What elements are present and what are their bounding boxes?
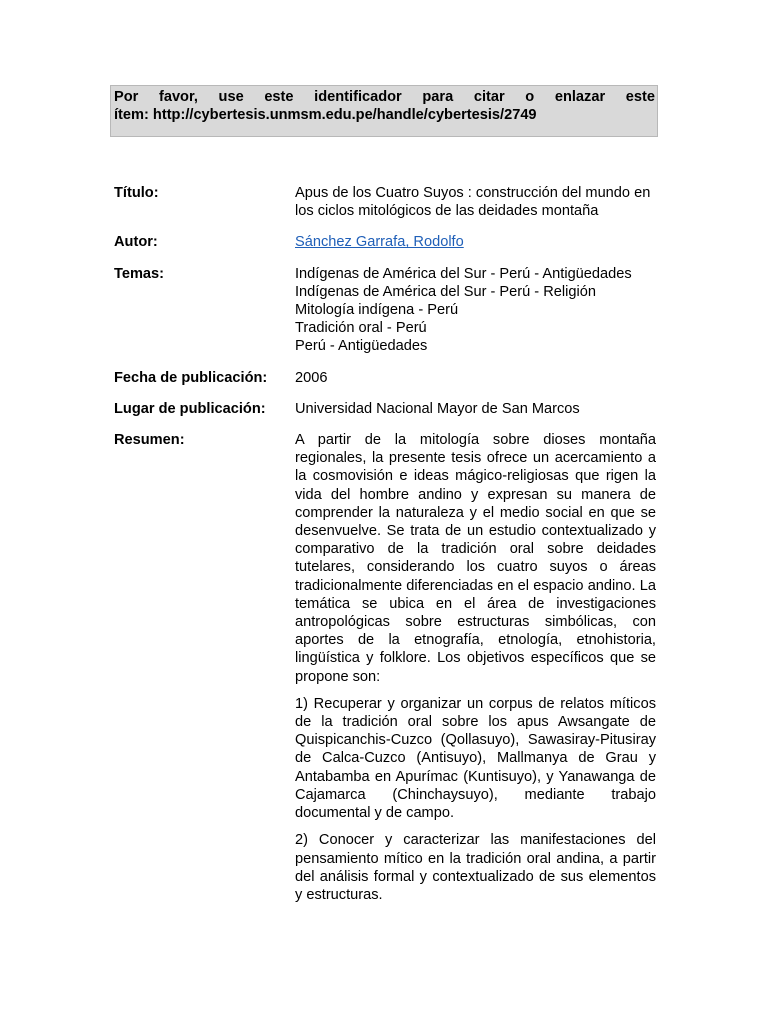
title-row [114,184,656,220]
abstract-paragraph: 2) Conocer y caracterizar las manifestaciones del pensamiento mítico en la tradición oral andina, a partir del análisis formal y contextualizado de sus elementos y estructuras. [295,832,656,903]
subject-item: Indígenas de América del Sur - Perú - Antigüedades [295,265,632,282]
citation-text-line1: Por favor, use este identificador para citar o enlazar este [114,89,655,105]
subjects-list [295,265,656,356]
place-row [114,400,656,418]
title-value: Apus de los Cuatro Suyos : construcción del mundo en los ciclos mitológicos de las deidades montaña [295,185,651,220]
subject-item: Mitología indígena - Perú [295,302,459,319]
abstract-label: Resumen: [114,432,185,449]
date-value: 2006 [295,369,328,386]
record-metadata [114,184,656,926]
place-value: Universidad Nacional Mayor de San Marcos [295,400,580,417]
date-label: Fecha de publicación: [114,369,268,386]
author-link[interactable]: Sánchez Garrafa, Rodolfo [295,234,464,251]
title-label: Título: [114,185,159,201]
subjects-label: Temas: [114,265,165,282]
abstract-body [295,431,656,913]
citation-text-line2: ítem: http://cybertesis.unmsm.edu.pe/handle/cybertesis/2749 [114,107,537,124]
place-label: Lugar de publicación: [114,400,266,417]
subject-item: Indígenas de América del Sur - Perú - Religión [295,283,596,300]
abstract-paragraph: 1) Recuperar y organizar un corpus de relatos míticos de la tradición oral sobre los apus Awsangate de Quispicanchis-Cuzco (Qollasuyo), Sawasiray-Pitusiray de Calca-Cuzco (Antisuyo), Mallmanya de Grau y Antabamba en Apurímac (Kuntisuyo), y Yanawanga de Cajamarca (Chinchaysuyo), mediante trabajo documental y de campo. [295,695,656,822]
subject-item: Tradición oral - Perú [295,320,427,337]
author-row [114,233,656,251]
date-row [114,369,656,387]
author-label: Autor: [114,234,158,251]
subjects-row [114,265,656,356]
abstract-paragraph: A partir de la mitología sobre dioses montaña regionales, la presente tesis ofrece un acercamiento a la cosmovisión e ideas mágico-religiosas que rigen la vida del hombre andino y expresan su manera de comprender la naturaleza y el medio social en que se desenvuelve. Se trata de un estudio contextualizado y comparativo de la tradición oral sobre deidades tutelares, considerando los cuatro suyos o áreas tradicionalmente diferenciadas en el espacio andino. La temática se ubica en el área de investigaciones antropológicas sobre estructuras simbólicas, con aportes de la etnografía, etnología, etnohistoria, lingüística y folklore. Los objetivos específicos que se propone son: [295,432,656,685]
abstract-row [114,431,656,913]
subject-item: Perú - Antigüedades [295,338,428,355]
citation-banner [110,85,658,137]
